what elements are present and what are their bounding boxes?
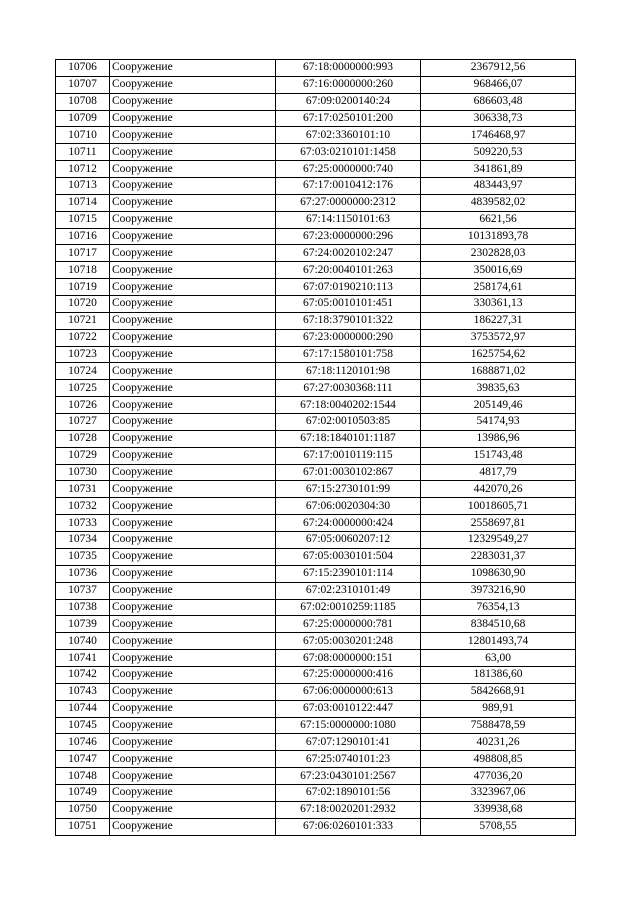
- cadastral-value-cell: 442070,26: [421, 481, 576, 498]
- object-type-cell: Сооружение: [110, 700, 276, 717]
- table-row: [56, 60, 576, 77]
- object-type-cell: Сооружение: [110, 76, 276, 93]
- row-number-cell: 10749: [56, 784, 110, 801]
- object-type-cell: Сооружение: [110, 717, 276, 734]
- object-type-cell: Сооружение: [110, 279, 276, 296]
- cadastral-value-cell: 181386,60: [421, 666, 576, 683]
- cadastral-number-cell: 67:16:0000000:260: [276, 76, 421, 93]
- table-row: [56, 245, 576, 262]
- cadastral-value-cell: 989,91: [421, 700, 576, 717]
- object-type-cell: Сооружение: [110, 801, 276, 818]
- table-row: [56, 430, 576, 447]
- table-row: [56, 194, 576, 211]
- row-number-cell: 10740: [56, 633, 110, 650]
- cadastral-number-cell: 67:20:0040101:263: [276, 262, 421, 279]
- object-type-cell: Сооружение: [110, 430, 276, 447]
- object-type-cell: Сооружение: [110, 329, 276, 346]
- cadastral-value-cell: 151743,48: [421, 447, 576, 464]
- row-number-cell: 10724: [56, 363, 110, 380]
- row-number-cell: 10736: [56, 565, 110, 582]
- cadastral-value-cell: 2367912,56: [421, 60, 576, 77]
- cadastral-number-cell: 67:05:0010101:451: [276, 296, 421, 313]
- row-number-cell: 10715: [56, 211, 110, 228]
- cadastral-value-cell: 2558697,81: [421, 515, 576, 532]
- row-number-cell: 10722: [56, 329, 110, 346]
- row-number-cell: 10723: [56, 346, 110, 363]
- object-type-cell: Сооружение: [110, 616, 276, 633]
- cadastral-number-cell: 67:01:0030102:867: [276, 464, 421, 481]
- table-row: [56, 296, 576, 313]
- table-row: [56, 784, 576, 801]
- object-type-cell: Сооружение: [110, 228, 276, 245]
- object-type-cell: Сооружение: [110, 93, 276, 110]
- cadastral-value-cell: 1746468,97: [421, 127, 576, 144]
- cadastral-value-cell: 186227,31: [421, 312, 576, 329]
- table-row: [56, 144, 576, 161]
- table-row: [56, 312, 576, 329]
- object-type-cell: Сооружение: [110, 363, 276, 380]
- cadastral-value-cell: 4817,79: [421, 464, 576, 481]
- row-number-cell: 10741: [56, 650, 110, 667]
- table-row: [56, 768, 576, 785]
- object-type-cell: Сооружение: [110, 751, 276, 768]
- object-type-cell: Сооружение: [110, 262, 276, 279]
- cadastral-value-cell: 3323967,06: [421, 784, 576, 801]
- table-row: [56, 262, 576, 279]
- cadastral-value-cell: 39835,63: [421, 380, 576, 397]
- table-row: [56, 447, 576, 464]
- cadastral-value-cell: 7588478,59: [421, 717, 576, 734]
- row-number-cell: 10750: [56, 801, 110, 818]
- table-row: [56, 548, 576, 565]
- cadastral-number-cell: 67:03:0010122:447: [276, 700, 421, 717]
- cadastral-value-cell: 341861,89: [421, 161, 576, 178]
- row-number-cell: 10727: [56, 414, 110, 431]
- row-number-cell: 10734: [56, 532, 110, 549]
- cadastral-number-cell: 67:03:0210101:1458: [276, 144, 421, 161]
- table-row: [56, 346, 576, 363]
- table-row: [56, 93, 576, 110]
- cadastral-value-cell: 205149,46: [421, 397, 576, 414]
- row-number-cell: 10714: [56, 194, 110, 211]
- object-type-cell: Сооружение: [110, 312, 276, 329]
- cadastral-number-cell: 67:07:1290101:41: [276, 734, 421, 751]
- cadastral-value-cell: 968466,07: [421, 76, 576, 93]
- object-type-cell: Сооружение: [110, 144, 276, 161]
- object-type-cell: Сооружение: [110, 245, 276, 262]
- cadastral-number-cell: 67:23:0000000:290: [276, 329, 421, 346]
- row-number-cell: 10717: [56, 245, 110, 262]
- object-type-cell: Сооружение: [110, 582, 276, 599]
- row-number-cell: 10746: [56, 734, 110, 751]
- cadastral-number-cell: 67:18:3790101:322: [276, 312, 421, 329]
- table-row: [56, 532, 576, 549]
- cadastral-number-cell: 67:18:0020201:2932: [276, 801, 421, 818]
- cadastral-number-cell: 67:18:1840101:1187: [276, 430, 421, 447]
- cadastral-number-cell: 67:08:0000000:151: [276, 650, 421, 667]
- cadastral-value-cell: 5842668,91: [421, 683, 576, 700]
- row-number-cell: 10718: [56, 262, 110, 279]
- cadastral-number-cell: 67:23:0430101:2567: [276, 768, 421, 785]
- object-type-cell: Сооружение: [110, 666, 276, 683]
- row-number-cell: 10748: [56, 768, 110, 785]
- row-number-cell: 10713: [56, 178, 110, 195]
- cadastral-value-cell: 1625754,62: [421, 346, 576, 363]
- object-type-cell: Сооружение: [110, 683, 276, 700]
- object-type-cell: Сооружение: [110, 768, 276, 785]
- row-number-cell: 10716: [56, 228, 110, 245]
- cadastral-value-cell: 258174,61: [421, 279, 576, 296]
- cadastral-number-cell: 67:17:0010119:115: [276, 447, 421, 464]
- cadastral-number-cell: 67:02:3360101:10: [276, 127, 421, 144]
- cadastral-value-cell: 498808,85: [421, 751, 576, 768]
- cadastral-number-cell: 67:18:0040202:1544: [276, 397, 421, 414]
- cadastral-value-cell: 483443,97: [421, 178, 576, 195]
- object-type-cell: Сооружение: [110, 127, 276, 144]
- registry-table-body: [56, 60, 576, 836]
- object-type-cell: Сооружение: [110, 515, 276, 532]
- table-row: [56, 481, 576, 498]
- table-row: [56, 818, 576, 835]
- row-number-cell: 10729: [56, 447, 110, 464]
- cadastral-number-cell: 67:05:0030101:504: [276, 548, 421, 565]
- cadastral-value-cell: 8384510,68: [421, 616, 576, 633]
- object-type-cell: Сооружение: [110, 296, 276, 313]
- cadastral-number-cell: 67:09:0200140:24: [276, 93, 421, 110]
- row-number-cell: 10732: [56, 498, 110, 515]
- cadastral-number-cell: 67:14:1150101:63: [276, 211, 421, 228]
- cadastral-number-cell: 67:24:0020102:247: [276, 245, 421, 262]
- cadastral-number-cell: 67:25:0000000:740: [276, 161, 421, 178]
- table-row: [56, 279, 576, 296]
- cadastral-value-cell: 477036,20: [421, 768, 576, 785]
- cadastral-value-cell: 5708,55: [421, 818, 576, 835]
- cadastral-value-cell: 12329549,27: [421, 532, 576, 549]
- cadastral-number-cell: 67:02:0010503:85: [276, 414, 421, 431]
- row-number-cell: 10721: [56, 312, 110, 329]
- cadastral-number-cell: 67:06:0260101:333: [276, 818, 421, 835]
- table-row: [56, 751, 576, 768]
- object-type-cell: Сооружение: [110, 565, 276, 582]
- table-row: [56, 228, 576, 245]
- table-row: [56, 801, 576, 818]
- table-row: [56, 397, 576, 414]
- cadastral-number-cell: 67:18:1120101:98: [276, 363, 421, 380]
- cadastral-value-cell: 4839582,02: [421, 194, 576, 211]
- cadastral-number-cell: 67:24:0000000:424: [276, 515, 421, 532]
- row-number-cell: 10728: [56, 430, 110, 447]
- row-number-cell: 10751: [56, 818, 110, 835]
- cadastral-value-cell: 1098630,90: [421, 565, 576, 582]
- cadastral-number-cell: 67:02:0010259:1185: [276, 599, 421, 616]
- cadastral-value-cell: 2302828,03: [421, 245, 576, 262]
- row-number-cell: 10738: [56, 599, 110, 616]
- cadastral-value-cell: 306338,73: [421, 110, 576, 127]
- row-number-cell: 10706: [56, 60, 110, 77]
- cadastral-number-cell: 67:05:0060207:12: [276, 532, 421, 549]
- cadastral-value-cell: 3973216,90: [421, 582, 576, 599]
- object-type-cell: Сооружение: [110, 650, 276, 667]
- object-type-cell: Сооружение: [110, 161, 276, 178]
- cadastral-number-cell: 67:25:0000000:781: [276, 616, 421, 633]
- table-row: [56, 616, 576, 633]
- table-row: [56, 717, 576, 734]
- table-row: [56, 414, 576, 431]
- cadastral-number-cell: 67:02:2310101:49: [276, 582, 421, 599]
- table-row: [56, 515, 576, 532]
- cadastral-number-cell: 67:25:0000000:416: [276, 666, 421, 683]
- row-number-cell: 10730: [56, 464, 110, 481]
- row-number-cell: 10711: [56, 144, 110, 161]
- row-number-cell: 10737: [56, 582, 110, 599]
- cadastral-value-cell: 1688871,02: [421, 363, 576, 380]
- table-row: [56, 127, 576, 144]
- table-row: [56, 380, 576, 397]
- object-type-cell: Сооружение: [110, 464, 276, 481]
- cadastral-number-cell: 67:18:0000000:993: [276, 60, 421, 77]
- cadastral-value-cell: 13986,96: [421, 430, 576, 447]
- object-type-cell: Сооружение: [110, 784, 276, 801]
- cadastral-number-cell: 67:17:0250101:200: [276, 110, 421, 127]
- object-type-cell: Сооружение: [110, 447, 276, 464]
- row-number-cell: 10725: [56, 380, 110, 397]
- row-number-cell: 10733: [56, 515, 110, 532]
- cadastral-value-cell: 350016,69: [421, 262, 576, 279]
- cadastral-number-cell: 67:07:0190210:113: [276, 279, 421, 296]
- cadastral-number-cell: 67:17:1580101:758: [276, 346, 421, 363]
- table-row: [56, 650, 576, 667]
- row-number-cell: 10710: [56, 127, 110, 144]
- table-row: [56, 683, 576, 700]
- row-number-cell: 10707: [56, 76, 110, 93]
- cadastral-number-cell: 67:25:0740101:23: [276, 751, 421, 768]
- row-number-cell: 10719: [56, 279, 110, 296]
- table-row: [56, 633, 576, 650]
- object-type-cell: Сооружение: [110, 414, 276, 431]
- row-number-cell: 10747: [56, 751, 110, 768]
- object-type-cell: Сооружение: [110, 548, 276, 565]
- object-type-cell: Сооружение: [110, 178, 276, 195]
- registry-table: [55, 59, 576, 836]
- object-type-cell: Сооружение: [110, 110, 276, 127]
- object-type-cell: Сооружение: [110, 734, 276, 751]
- cadastral-number-cell: 67:05:0030201:248: [276, 633, 421, 650]
- table-row: [56, 76, 576, 93]
- row-number-cell: 10742: [56, 666, 110, 683]
- object-type-cell: Сооружение: [110, 498, 276, 515]
- cadastral-number-cell: 67:15:0000000:1080: [276, 717, 421, 734]
- object-type-cell: Сооружение: [110, 60, 276, 77]
- row-number-cell: 10712: [56, 161, 110, 178]
- row-number-cell: 10709: [56, 110, 110, 127]
- object-type-cell: Сооружение: [110, 346, 276, 363]
- table-row: [56, 734, 576, 751]
- cadastral-value-cell: 339938,68: [421, 801, 576, 818]
- cadastral-number-cell: 67:23:0000000:296: [276, 228, 421, 245]
- row-number-cell: 10726: [56, 397, 110, 414]
- cadastral-value-cell: 12801493,74: [421, 633, 576, 650]
- object-type-cell: Сооружение: [110, 818, 276, 835]
- cadastral-number-cell: 67:15:2390101:114: [276, 565, 421, 582]
- cadastral-value-cell: 40231,26: [421, 734, 576, 751]
- cadastral-value-cell: 686603,48: [421, 93, 576, 110]
- cadastral-number-cell: 67:27:0000000:2312: [276, 194, 421, 211]
- table-row: [56, 700, 576, 717]
- cadastral-value-cell: 54174,93: [421, 414, 576, 431]
- object-type-cell: Сооружение: [110, 380, 276, 397]
- table-row: [56, 464, 576, 481]
- row-number-cell: 10744: [56, 700, 110, 717]
- table-row: [56, 498, 576, 515]
- cadastral-value-cell: 76354,13: [421, 599, 576, 616]
- table-row: [56, 329, 576, 346]
- object-type-cell: Сооружение: [110, 599, 276, 616]
- cadastral-value-cell: 330361,13: [421, 296, 576, 313]
- row-number-cell: 10708: [56, 93, 110, 110]
- object-type-cell: Сооружение: [110, 211, 276, 228]
- object-type-cell: Сооружение: [110, 481, 276, 498]
- cadastral-number-cell: 67:06:0020304:30: [276, 498, 421, 515]
- object-type-cell: Сооружение: [110, 194, 276, 211]
- table-row: [56, 599, 576, 616]
- table-row: [56, 666, 576, 683]
- table-row: [56, 565, 576, 582]
- cadastral-number-cell: 67:15:2730101:99: [276, 481, 421, 498]
- row-number-cell: 10720: [56, 296, 110, 313]
- cadastral-number-cell: 67:06:0000000:613: [276, 683, 421, 700]
- table-row: [56, 582, 576, 599]
- row-number-cell: 10739: [56, 616, 110, 633]
- row-number-cell: 10735: [56, 548, 110, 565]
- table-row: [56, 178, 576, 195]
- cadastral-value-cell: 6621,56: [421, 211, 576, 228]
- cadastral-value-cell: 10018605,71: [421, 498, 576, 515]
- object-type-cell: Сооружение: [110, 397, 276, 414]
- object-type-cell: Сооружение: [110, 633, 276, 650]
- object-type-cell: Сооружение: [110, 532, 276, 549]
- cadastral-number-cell: 67:02:1890101:56: [276, 784, 421, 801]
- cadastral-number-cell: 67:17:0010412:176: [276, 178, 421, 195]
- row-number-cell: 10743: [56, 683, 110, 700]
- row-number-cell: 10745: [56, 717, 110, 734]
- table-row: [56, 110, 576, 127]
- row-number-cell: 10731: [56, 481, 110, 498]
- table-row: [56, 211, 576, 228]
- cadastral-value-cell: 3753572,97: [421, 329, 576, 346]
- table-row: [56, 161, 576, 178]
- cadastral-number-cell: 67:27:0030368:111: [276, 380, 421, 397]
- cadastral-value-cell: 63,00: [421, 650, 576, 667]
- table-row: [56, 363, 576, 380]
- cadastral-value-cell: 2283031,37: [421, 548, 576, 565]
- cadastral-value-cell: 509220,53: [421, 144, 576, 161]
- cadastral-value-cell: 10131893,78: [421, 228, 576, 245]
